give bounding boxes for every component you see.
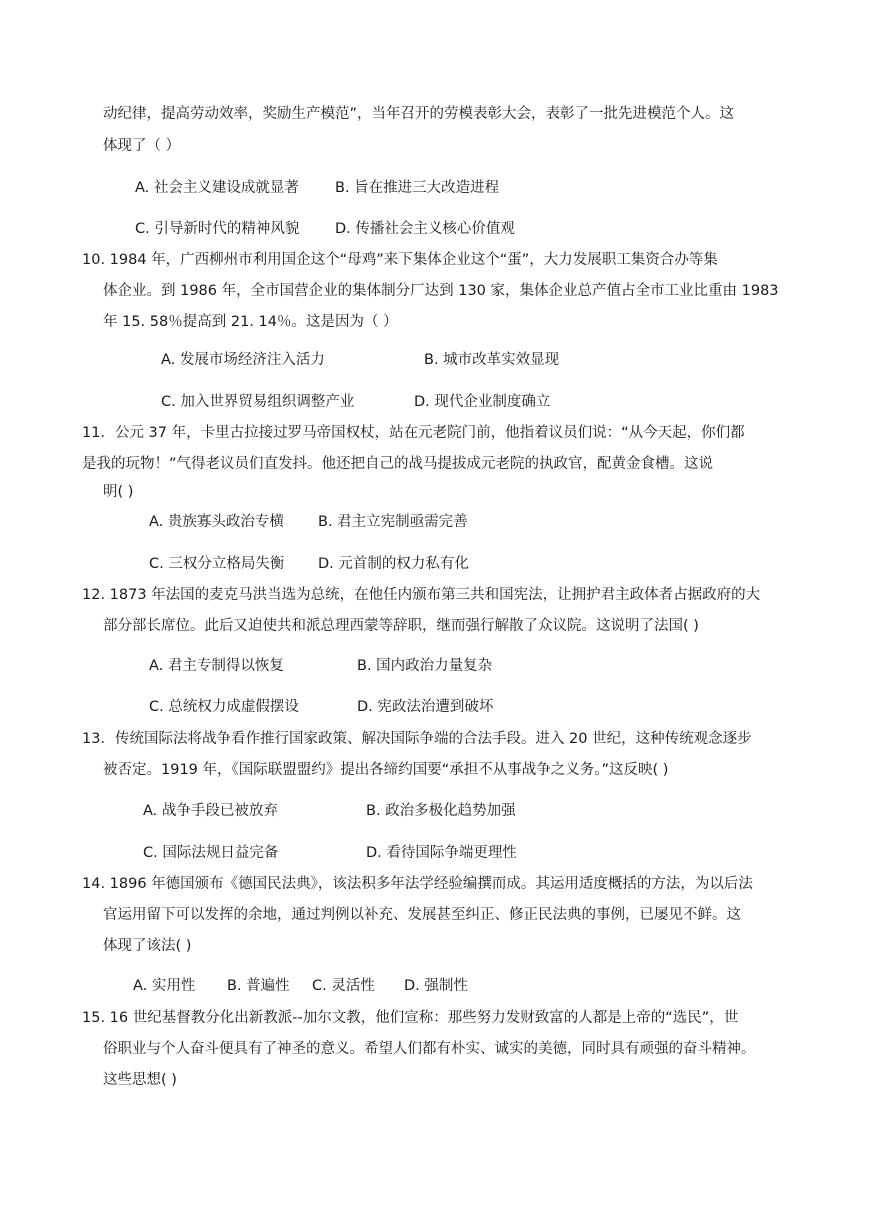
q11-option-d[interactable]: D. 元首制的权力私有化 [318, 556, 469, 572]
q11-option-c[interactable]: C. 三权分立格局失衡 [149, 556, 285, 572]
q14-option-a[interactable]: A. 实用性 [133, 978, 196, 994]
q13-option-b[interactable]: B. 政治多极化趋势加强 [366, 803, 516, 819]
q14-line-1: 14. 1896 年德国颁布《德国民法典》，该法积多年法学经验编撰而成。其运用适度概括的方法，为以后法 [82, 876, 753, 892]
q11-line-1: 11．公元 37 年，卡里古拉接过罗马帝国权杖，站在元老院门前，他指着议员们说：“从今天起，你们都 [82, 425, 745, 441]
q14-line-3: 体现了该法( ) [103, 938, 192, 954]
q15-line-1: 15. 16 世纪基督教分化出新教派--加尔文教，他们宣称：那些努力发财致富的人都是上帝的“选民”，世 [82, 1010, 739, 1026]
q11-option-b[interactable]: B. 君主立宪制亟需完善 [318, 514, 468, 530]
q15-line-2: 俗职业与个人奋斗便具有了神圣的意义。希望人们都有朴实、诚实的美德，同时具有顽强的奋斗精神。 [103, 1041, 756, 1057]
q13-line-2: 被否定。1919 年，《国际联盟盟约》提出各缔约国要“承担不从事战争之义务。”这反映( ) [103, 762, 669, 778]
q14-option-c[interactable]: C. 灵活性 [312, 978, 375, 994]
q11-line-2: 是我的玩物！”气得老议员们直发抖。他还把自己的战马提拔成元老院的执政官，配黄金食槽。这说 [82, 456, 714, 472]
q9-option-d[interactable]: D. 传播社会主义核心价值观 [335, 221, 515, 237]
q10-option-b[interactable]: B. 城市改革实效显现 [424, 352, 560, 368]
q14-option-d[interactable]: D. 强制性 [404, 978, 468, 994]
q10-line-2: 体企业。到 1986 年，全市国营企业的集体制分厂达到 130 家，集体企业总产值占全市工业比重由 1983 [103, 283, 779, 299]
q9-option-a[interactable]: A. 社会主义建设成就显著 [135, 180, 299, 196]
q10-option-a[interactable]: A. 发展市场经济注入活力 [161, 352, 325, 368]
q13-option-c[interactable]: C. 国际法规日益完备 [143, 845, 279, 861]
q10-option-d[interactable]: D. 现代企业制度确立 [414, 394, 551, 410]
q14-line-2: 官运用留下可以发挥的余地，通过判例以补充、发展甚至纠正、修正民法典的事例，已屡见不鲜。这 [103, 907, 741, 923]
q13-line-1: 13．传统国际法将战争看作推行国家政策、解决国际争端的合法手段。进入 20 世纪，这种传统观念逐步 [82, 731, 752, 747]
q13-option-a[interactable]: A. 战争手段已被放弃 [143, 803, 278, 819]
q10-line-1: 10. 1984 年，广西柳州市利用国企这个“母鸡”来下集体企业这个“蛋”，大力发展职工集资合办等集 [82, 252, 718, 268]
q9-option-b[interactable]: B. 旨在推进三大改造进程 [335, 180, 500, 196]
q9-option-c[interactable]: C. 引导新时代的精神风貌 [135, 221, 300, 237]
q11-line-3: 明( ) [103, 484, 134, 500]
q12-option-c[interactable]: C. 总统权力成虚假摆设 [149, 699, 299, 715]
q14-option-b[interactable]: B. 普遍性 [227, 978, 290, 994]
q12-option-b[interactable]: B. 国内政治力量复杂 [357, 658, 493, 674]
q10-option-c[interactable]: C. 加入世界贸易组织调整产业 [161, 394, 355, 410]
q9-line-1: 动纪律，提高劳动效率，奖励生产模范”，当年召开的劳模表彰大会，表彰了一批先进模范个人。这 [103, 106, 735, 122]
q10-line-3: 年 15. 58％提高到 21. 14％。这是因为（ ） [103, 314, 398, 330]
q12-line-1: 12. 1873 年法国的麦克马洪当选为总统，在他任内颁布第三共和国宪法，让拥护君主政体者占据政府的大 [82, 587, 761, 603]
q12-option-a[interactable]: A. 君主专制得以恢复 [149, 658, 284, 674]
q15-line-3: 这些思想( ) [103, 1072, 177, 1088]
q12-option-d[interactable]: D. 宪政法治遭到破坏 [357, 699, 494, 715]
q13-option-d[interactable]: D. 看待国际争端更理性 [366, 845, 517, 861]
q11-option-a[interactable]: A. 贵族寡头政治专横 [149, 514, 284, 530]
q9-line-2: 体现了（ ） [103, 138, 181, 154]
q12-line-2: 部分部长席位。此后又迫使共和派总理西蒙等辞职，继而强行解散了众议院。这说明了法国( ) [103, 618, 699, 634]
